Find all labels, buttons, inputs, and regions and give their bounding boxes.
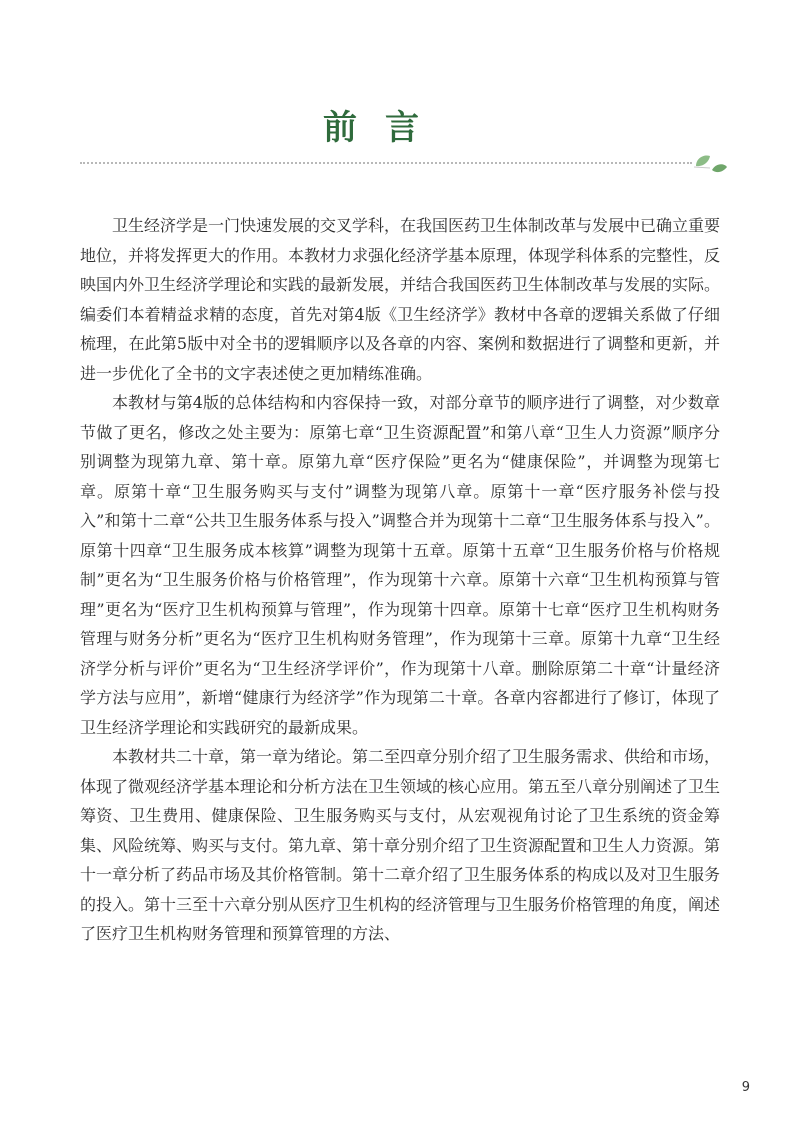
page-number: 9 (741, 1080, 750, 1095)
paragraph: 本教材共二十章，第一章为绪论。第二至四章分别介绍了卫生服务需求、供给和市场，体现了微观经济学基本理论和分析方法在卫生领域的核心应用。第五至八章分别阐述了卫生筹资、卫生费用、健康保险、卫生服务购买与支付，从宏观视角讨论了卫生系统的资金筹集、风险统筹、购买与支付。第九章、第十章分别介绍了卫生资源配置和卫生人力资源。第十一章分析了药品市场及其价格管制。第十二章介绍了卫生服务体系的构成以及对卫生服务的投入。第十三至十六章分别从医疗卫生机构的经济管理与卫生服务价格管理的角度，阐述了医疗卫生机构财务管理和预算管理的方法、 (80, 747, 721, 943)
page-title: 前言 (323, 108, 447, 148)
body-text (80, 211, 720, 949)
paragraph: 卫生经济学是一门快速发展的交叉学科，在我国医药卫生体制改革与发展中已确立重要地位，并将发挥更大的作用。本教材力求强化经济学基本原理，体现学科体系的完整性，反映国内外卫生经济学理论和实践的最新发展，并结合我国医药卫生体制改革与发展的实际。编委们本着精益求精的态度，首先对第4版《卫生经济学》教材中各章的逻辑关系做了仔细梳理，在此第5版中对全书的逻辑顺序以及各章的内容、案例和数据进行了调整和更新，并进一步优化了全书的文字表述使之更加精练准确。 (80, 216, 721, 383)
leaf-icon (690, 150, 730, 182)
title-divider (80, 162, 692, 164)
paragraph: 本教材与第4版的总体结构和内容保持一致，对部分章节的顺序进行了调整，对少数章节做了更名，修改之处主要为：原第七章“卫生资源配置”和第八章“卫生人力资源”顺序分别调整为现第九章、第十章。原第九章“医疗保险”更名为“健康保险”，并调整为现第七章。原第十章“卫生服务购买与支付”调整为现第八章。原第十一章“医疗服务补偿与投入”和第十二章“公共卫生服务体系与投入”调整合并为现第十二章“卫生服务体系与投入”。原第十四章“卫生服务成本核算”调整为现第十五章。原第十五章“卫生服务价格与价格规制”更名为“卫生服务价格与价格管理”，作为现第十六章。原第十六章“卫生机构预算与管理”更名为“医疗卫生机构预算与管理”，作为现第十四章。原第十七章“医疗卫生机构财务管理与财务分析”更名为“医疗卫生机构财务管理”，作为现第十三章。原第十九章“卫生经济学分析与评价”更名为“卫生经济学评价”，作为现第十八章。删除原第二十章“计量经济学方法与应用”，新增“健康行为经济学”作为现第二十章。各章内容都进行了修订，体现了卫生经济学理论和实践研究的最新成果。 (80, 393, 720, 737)
